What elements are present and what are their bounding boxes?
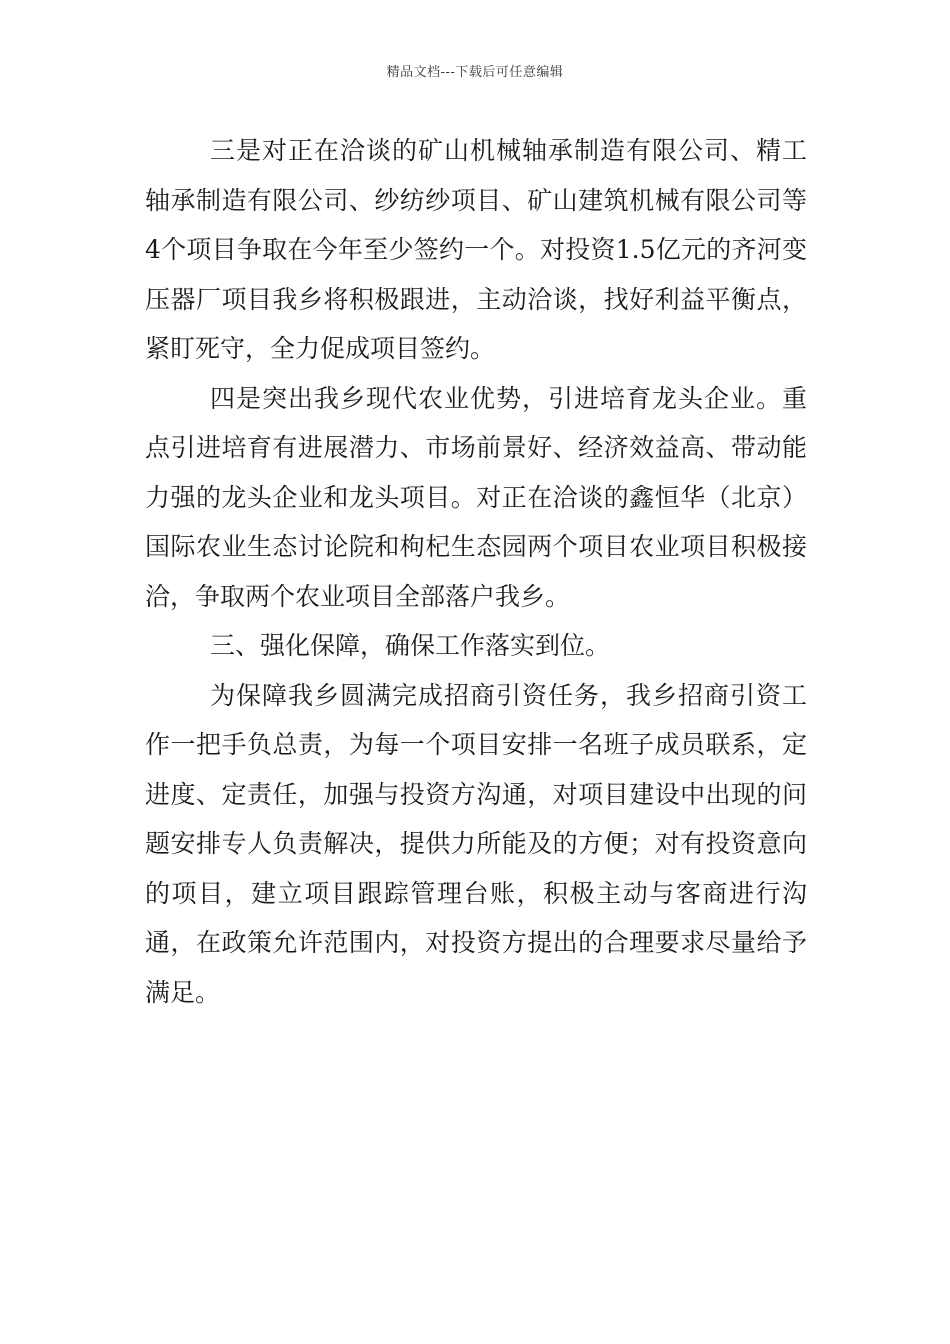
paragraph-guarantee-measures: 为保障我乡圆满完成招商引资任务，我乡招商引资工作一把手负总责，为每一个项目安排一名班子成员联系，定进度、定责任，加强与投资方沟通，对项目建设中出现的问题安排专人负责解决，提供力所能及的方便；对有投资意向的项目，建立项目跟踪管理台账，积极主动与客商进行沟通，在政策允许范围内，对投资方提出的合理要求尽量给予满足。 <box>145 680 807 1007</box>
section-heading-guarantee: 三、强化保障，确保工作落实到位。 <box>210 631 611 660</box>
paragraph-agriculture-enterprises: 四是突出我乡现代农业优势，引进培育龙头企业。重点引进培育有进展潜力、市场前景好、经济效益高、带动能力强的龙头企业和龙头项目。对正在洽谈的鑫恒华（北京）国际农业生态讨论院和枸杞生态园两个项目农业项目积极接洽，争取两个农业项目全部落户我乡。 <box>145 383 807 611</box>
paragraph-project-signing: 三是对正在洽谈的矿山机械轴承制造有限公司、精工轴承制造有限公司、纱纺纱项目、矿山建筑机械有限公司等4个项目争取在今年至少签约一个。对投资1.5亿元的齐河变压器厂项目我乡将积极跟进，主动洽谈，找好利益平衡点，紧盯死守，全力促成项目签约。 <box>145 136 807 363</box>
page-header: 精品文档---下载后可任意编辑 <box>386 65 564 80</box>
document-body <box>145 126 807 1017</box>
